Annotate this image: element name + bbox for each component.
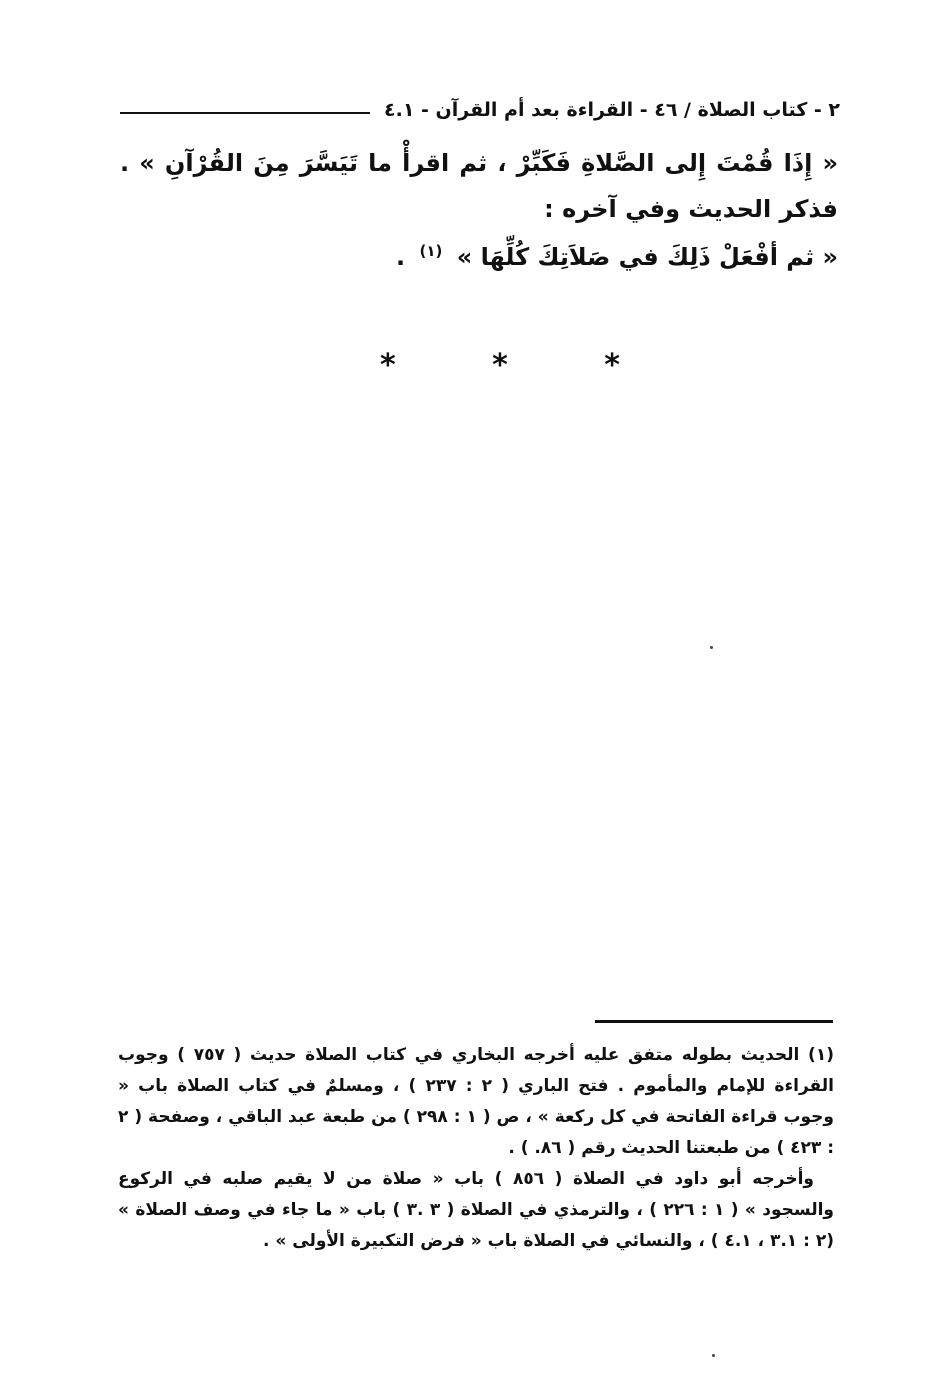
footnote-1: (١) الحديث بطوله متفق عليه أخرجه البخاري في كتاب الصلاة حديث ( ٧٥٧ ) وجوب القراءة للإمام والمأموم . فتح الباري ( ٢ : ٢٣٧ ) ، ومسلمٌ في كتاب الصلاة باب « وجوب قراءة الفاتحة في كل ركعة » ، ص ( ١ : ٢٩٨ ) من طبعة عبد الباقي ، وصفحة ( ٢ : ٤٢٣ ) من طبعتنا الحديث رقم ( ٨٦. ) . <box>118 1045 834 1158</box>
hadith-quote-line <box>120 234 838 280</box>
footnote-1-continued: وأخرجه أبو داود في الصلاة ( ٨٥٦ ) باب « صلاة من لا يقيم صلبه في الركوع والسجود » ( ١ : ٢٢٦ ) ، والترمذي في الصلاة ( ٣ .٣ ) باب « ما جاء في وصف الصلاة » (٢ : ٣.١ ، ٤.١ ) ، والنسائي في الصلاة باب « فرض التكبيرة الأولى » . <box>118 1169 835 1251</box>
scan-speck <box>712 1354 715 1357</box>
separator-star: * <box>380 348 396 383</box>
running-header <box>120 84 840 120</box>
quote-end-period: . <box>395 243 406 271</box>
footnotes <box>118 1040 834 1257</box>
footnote-reference: (١) <box>419 242 443 260</box>
header-rule <box>120 112 370 114</box>
scan-speck <box>710 646 713 649</box>
separator-star: * <box>604 348 620 383</box>
hadith-quote: « ثم أفْعَلْ ذَلِكَ في صَلاَتِكَ كُلِّهَا » <box>456 243 838 271</box>
running-title: ٢ - كتاب الصلاة / ٤٦ - القراءة بعد أم القرآن - ٤.١ <box>384 99 840 121</box>
section-separator <box>380 348 620 383</box>
separator-star: * <box>492 348 508 383</box>
footnote-rule <box>595 1020 833 1023</box>
main-text <box>120 140 838 280</box>
hadith-paragraph: « إِذَا قُمْتَ إِلى الصَّلاةِ فَكَبِّرْ ، ثم اقرأْ ما تَيَسَّرَ مِنَ القُرْآنِ » . فذكر الحديث وفي آخره : <box>120 149 838 223</box>
